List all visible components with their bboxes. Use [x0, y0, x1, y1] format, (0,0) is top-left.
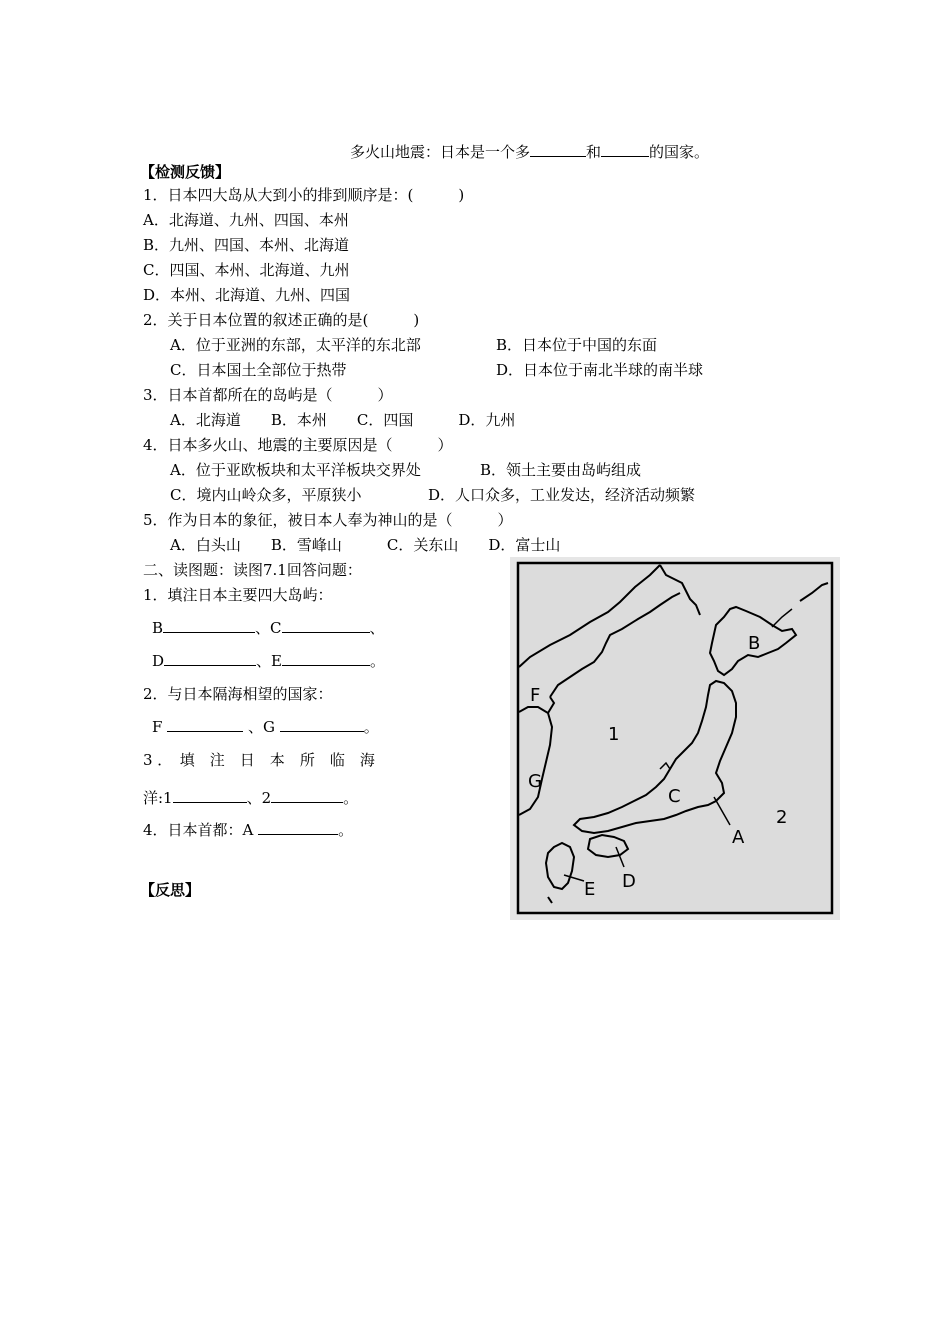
- intro-suffix: 的国家。: [649, 143, 710, 161]
- map-label-a: A: [732, 827, 745, 848]
- q1-stem: 1．日本四大岛从大到小的排到顺序是：( ): [143, 186, 465, 204]
- blank-b[interactable]: [163, 618, 255, 633]
- blank-volcano[interactable]: [530, 142, 586, 157]
- part2-q3-line2: [143, 788, 358, 808]
- end-1: 。: [369, 652, 385, 670]
- q4-option-c: C．境内山岭众多，平原狭小: [170, 486, 362, 504]
- blank-ocean-2[interactable]: [271, 788, 343, 803]
- blank-d[interactable]: [164, 651, 256, 666]
- label-c: 、C: [255, 619, 282, 637]
- q2-option-d: D．日本位于南北半球的南半球: [496, 361, 704, 379]
- q2-stem: 2．关于日本位置的叙述正确的是( ): [143, 311, 420, 329]
- blank-f[interactable]: [167, 717, 243, 732]
- q1-option-b: B．九州、四国、本州、北海道: [143, 236, 350, 254]
- map-label-e: E: [584, 879, 596, 900]
- end-4: 。: [338, 821, 354, 839]
- q2-option-b: B．日本位于中国的东面: [496, 336, 658, 354]
- sep-1: 、: [369, 619, 385, 637]
- part2-q2: 2．与日本隔海相望的国家：: [143, 685, 333, 703]
- label-d: D: [152, 652, 165, 670]
- q2-option-a: A．位于亚洲的东部，太平洋的东北部: [170, 336, 421, 354]
- q4-stem: 4．日本多火山、地震的主要原因是（ ）: [143, 436, 453, 454]
- q1-option-a: A．北海道、九州、四国、本州: [143, 211, 349, 229]
- end-3: 。: [343, 789, 359, 807]
- intro-line: [350, 142, 709, 162]
- label-g: 、G: [247, 718, 275, 736]
- map-label-g: G: [528, 771, 542, 792]
- blank-capital[interactable]: [258, 820, 338, 835]
- q4-option-b: B．领土主要由岛屿组成: [480, 461, 642, 479]
- part2-q1: 1．填注日本主要四大岛屿：: [143, 586, 333, 604]
- q2-option-c: C．日本国土全部位于热带: [170, 361, 347, 379]
- label-b: B: [152, 619, 164, 637]
- map-label-f: F: [530, 685, 541, 706]
- label-ocean-2: 、2: [246, 789, 272, 807]
- q3-stem: 3．日本首都所在的岛屿是（ ）: [143, 386, 393, 404]
- map-label-b: B: [748, 633, 761, 654]
- part2-q3-line1: 3 ． 填 注 日 本 所 临 海: [143, 751, 375, 769]
- q3-options: A．北海道 B．本州 C．四国 D．九州: [170, 411, 516, 429]
- feedback-heading: 【检测反馈】: [140, 163, 231, 181]
- part2-heading: 二、读图题：读图7.1回答问题：: [143, 561, 362, 579]
- q1-option-c: C．四国、本州、北海道、九州: [143, 261, 350, 279]
- islands-row-2: [152, 651, 385, 671]
- blank-ocean-1[interactable]: [173, 788, 247, 803]
- map-label-c: C: [668, 786, 681, 807]
- end-2: 。: [363, 718, 379, 736]
- blank-c[interactable]: [282, 618, 370, 633]
- countries-row: [152, 717, 379, 737]
- blank-g[interactable]: [280, 717, 364, 732]
- label-e: 、E: [256, 652, 282, 670]
- q4-option-d: D．人口众多，工业发达，经济活动频繁: [428, 486, 696, 504]
- blank-earthquake[interactable]: [601, 142, 649, 157]
- intro-prefix: 多火山地震：日本是一个多: [350, 143, 531, 161]
- map-label-d: D: [622, 871, 636, 892]
- map-label-2: 2: [776, 807, 788, 828]
- japan-map: [510, 557, 840, 920]
- q5-stem: 5．作为日本的象征，被日本人奉为神山的是（ ）: [143, 511, 513, 529]
- label-f: F: [152, 718, 163, 736]
- label-ocean-1: 洋:1: [143, 789, 173, 807]
- q4-option-a: A．位于亚欧板块和太平洋板块交界处: [170, 461, 421, 479]
- reflection-heading: 【反思】: [140, 881, 201, 899]
- q1-option-d: D．本州、北海道、九州、四国: [143, 286, 351, 304]
- intro-mid: 和: [586, 143, 602, 161]
- islands-row-1: [152, 618, 385, 638]
- blank-e[interactable]: [282, 651, 370, 666]
- q5-options: A．白头山 B．雪峰山 C．关东山 D．富士山: [170, 536, 561, 554]
- part2-q4: [143, 820, 353, 840]
- map-label-1: 1: [608, 724, 620, 745]
- label-capital: 4．日本首都：A: [143, 821, 254, 839]
